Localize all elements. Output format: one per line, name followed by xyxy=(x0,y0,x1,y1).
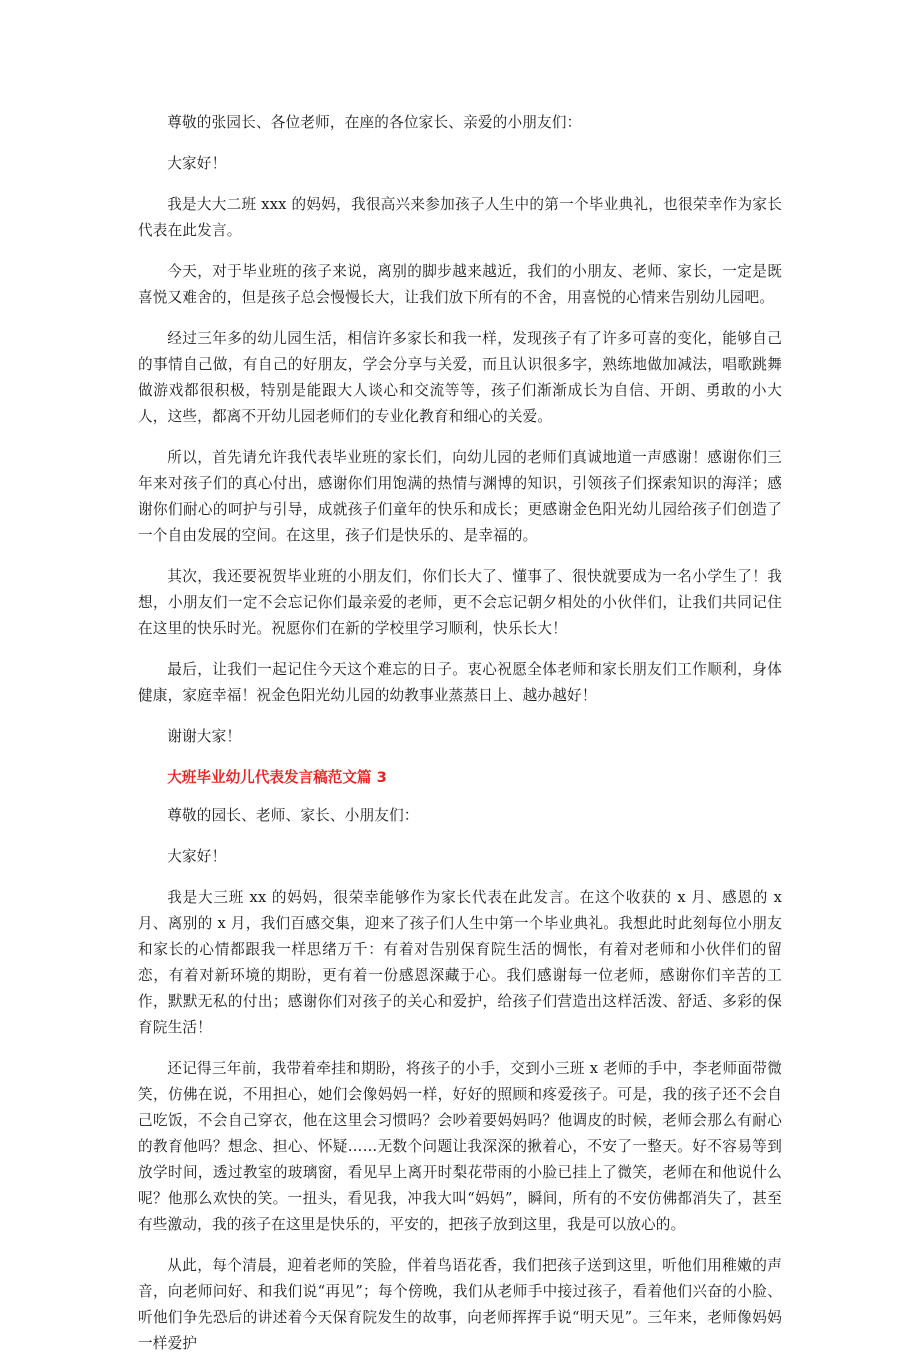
paragraph-salutation: 尊敬的园长、老师、家长、小朋友们： xyxy=(167,807,419,824)
paragraph-intro: 我是大大二班 xxx 的妈妈，我很高兴来参加孩子人生中的第一个毕业典礼，也很荣幸作为家长代表在此发言。 xyxy=(138,196,782,239)
paragraph: 还记得三年前，我带着牵挂和期盼，将孩子的小手，交到小三班 x 老师的手中，李老师面带微笑，仿佛在说，不用担心，她们会像妈妈一样，好好的照顾和疼爱孩子。可是，我的孩子还不会自己吃饭，不会自己穿衣，他在这里会习惯吗？会吵着要妈妈吗？他调皮的时候，老师会那么有耐心的教育他吗？想念、担心、怀疑……无数个问题让我深深的揪着心，不安了一整天。好不容易等到放学时间，透过教室的玻璃窗，看见早上离开时梨花带雨的小脸已挂上了微笑，老师在和他说什么呢？他那么欢快的笑。一扭头，看见我，冲我大叫“妈妈”，瞬间，所有的不安仿佛都消失了，甚至有些激动，我的孩子在这里是快乐的，平安的，把孩子放到这里，我是可以放心的。 xyxy=(138,1060,782,1233)
paragraph: 我是大三班 xx 的妈妈，很荣幸能够作为家长代表在此发言。在这个收获的 x 月、感恩的 x 月、离别的 x 月，我们百感交集，迎来了孩子们人生中第一个毕业典礼。我想此时此刻每位小朋友和家长的心情都跟我一样思绪万千：有着对告别保育院生活的惆怅，有着对老师和小伙伴们的留恋，有着对新环境的期盼，更有着一份感恩深藏于心。我们感谢每一位老师，感谢你们辛苦的工作，默默无私的付出；感谢你们对孩子的关心和爱护，给孩子们营造出这样活泼、舒适、多彩的保育院生活！ xyxy=(138,889,782,1036)
section-heading: 大班毕业幼儿代表发言稿范文篇 3 xyxy=(167,769,387,786)
paragraph: 经过三年多的幼儿园生活，相信许多家长和我一样，发现孩子有了许多可喜的变化，能够自己的事情自己做，有自己的好朋友，学会分享与关爱，而且认识很多字，熟练地做加减法，唱歌跳舞做游戏都很积极，特别是能跟大人谈心和交流等等，孩子们渐渐成长为自信、开朗、勇敢的小大人，这些，都离不开幼儿园老师们的专业化教育和细心的关爱。 xyxy=(138,330,782,425)
paragraph-greeting: 大家好！ xyxy=(167,155,227,172)
paragraph: 今天，对于毕业班的孩子来说，离别的脚步越来越近，我们的小朋友、老师、家长，一定是既喜悦又难舍的，但是孩子总会慢慢长大，让我们放下所有的不舍，用喜悦的心情来告别幼儿园吧。 xyxy=(138,263,782,306)
paragraph: 最后，让我们一起记住今天这个难忘的日子。衷心祝愿全体老师和家长朋友们工作顺利，身体健康，家庭幸福！祝金色阳光幼儿园的幼教事业蒸蒸日上、越办越好！ xyxy=(138,661,782,704)
paragraph-closing: 谢谢大家！ xyxy=(167,728,242,745)
paragraph: 从此，每个清晨，迎着老师的笑脸，伴着鸟语花香，我们把孩子送到这里，听他们用稚嫩的声音，向老师问好、和我们说“再见”；每个傍晚，我们从老师手中接过孩子，看着他们兴奋的小脸、听他们争先恐后的讲述着今天保育院发生的故事，向老师挥挥手说“明天见”。三年来，老师像妈妈一样爱护 xyxy=(138,1257,782,1352)
paragraph-salutation: 尊敬的张园长、各位老师，在座的各位家长、亲爱的小朋友们： xyxy=(167,114,582,131)
document-body xyxy=(138,110,782,1372)
paragraph: 其次，我还要祝贺毕业班的小朋友们，你们长大了、懂事了、很快就要成为一名小学生了！我想，小朋友们一定不会忘记你们最亲爱的老师，更不会忘记朝夕相处的小伙伴们，让我们共同记住在这里的快乐时光。祝愿你们在新的学校里学习顺利，快乐长大！ xyxy=(138,568,782,637)
paragraph-greeting: 大家好！ xyxy=(167,848,227,865)
paragraph: 所以，首先请允许我代表毕业班的家长们，向幼儿园的老师们真诚地道一声感谢！感谢你们三年来对孩子们的真心付出，感谢你们用饱满的热情与渊博的知识，引领孩子们探索知识的海洋；感谢你们耐心的呵护与引导，成就孩子们童年的快乐和成长；更感谢金色阳光幼儿园给孩子们创造了一个自由发展的空间。在这里，孩子们是快乐的、是幸福的。 xyxy=(138,449,782,544)
